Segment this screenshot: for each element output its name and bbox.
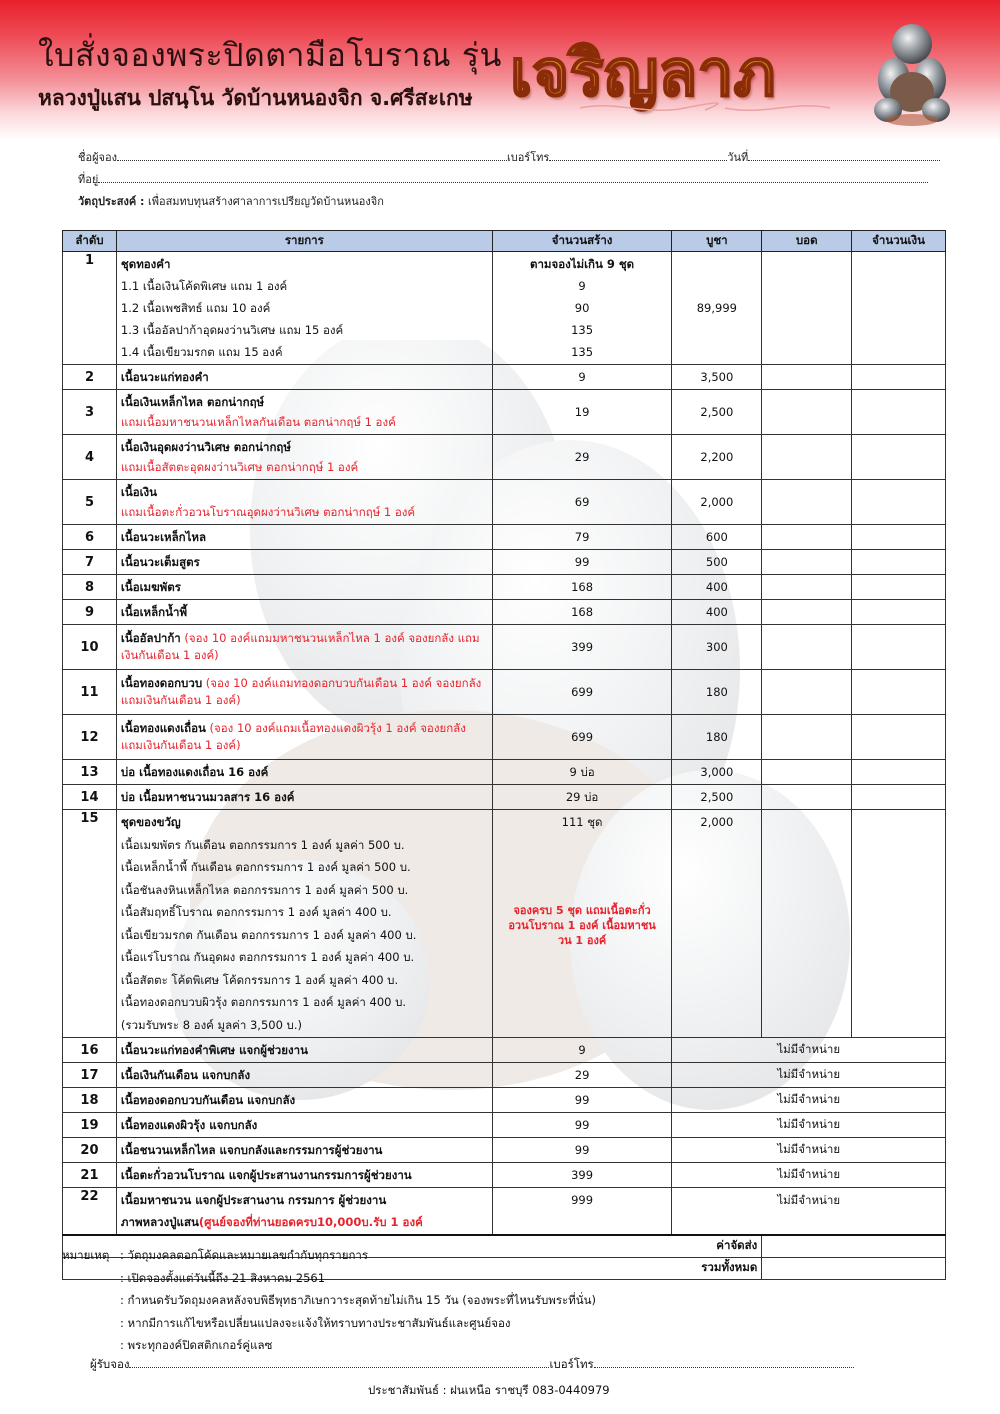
row-order-input[interactable]	[762, 550, 852, 575]
row-number: 13	[63, 760, 117, 785]
remark-line: หากมีการแก้ไขหรือเปลี่ยนแปลงจะแจ้งให้ทราบทางประชาสัมพันธ์และศูนย์จอง	[127, 1315, 511, 1330]
item-note: แถมเนื้อตะกั่วอวนโบราณอุดผงว่านวิเศษ ตอกน่ากฤษ์ 1 องค์	[120, 505, 416, 519]
shipping-input[interactable]	[762, 1235, 946, 1257]
sub-item: 1.1 เนื้อเงินโค้ดพิเศษ แถม 1 องค์	[120, 279, 288, 293]
order-table	[62, 230, 946, 1280]
row-qty: 79	[492, 525, 672, 550]
table-row	[63, 480, 946, 525]
table-row	[63, 810, 946, 1038]
gift-line: เนื้อสัมฤทธิ์โบราณ ตอกกรรมการ 1 องค์ มูลค่า 400 บ.	[120, 905, 392, 919]
item-note: (จอง 10 องค์แถมเนื้อทองแดงผิวรุ้ง 1 องค์ จองยกลัง แถมเงินกันเดือน 1 องค์)	[120, 721, 466, 752]
item-title: เนื้อนวะเหล็กไหล	[120, 530, 207, 544]
item-note: แถมเนื้อสัตตะอุดผงว่านวิเศษ ตอกน่ากฤษ์ 1 องค์	[120, 460, 359, 474]
col-header-order: บอด	[762, 231, 852, 252]
row-qty: 699	[492, 715, 672, 760]
row-qty: 9 บ่อ	[492, 760, 672, 785]
not-for-sale: ไม่มีจำหน่าย	[672, 1163, 946, 1188]
table-row	[63, 760, 946, 785]
sub-qty: 135	[571, 345, 594, 359]
row-qty: 29	[492, 435, 672, 480]
gift-line: เนื้อเหล็กน้ำพี้ กันเดือน ตอกกรรมการ 1 องค์ มูลค่า 500 บ.	[120, 860, 411, 874]
table-row	[63, 1138, 946, 1163]
row-number: 14	[63, 785, 117, 810]
remark-line: วัตถุมงคลตอกโค้ดและหมายเลขกำกับทุกรายการ	[127, 1248, 369, 1262]
remark-line: กำหนดรับวัตถุมงคลหลังจบพิธีพุทธาภิเษกวาระสุดท้ายไม่เกิน 15 วัน (จองพระที่ไหนรับพระที่นั่น)	[127, 1293, 596, 1307]
row-number: 19	[63, 1113, 117, 1138]
row-item	[116, 670, 492, 715]
row-item	[116, 252, 492, 365]
row-qty: 168	[492, 600, 672, 625]
row-qty: 699	[492, 670, 672, 715]
row-amount-input[interactable]	[852, 670, 946, 715]
gift-line: เนื้อชันลงหินเหล็กไหล ตอกกรรมการ 1 องค์ มูลค่า 500 บ.	[120, 882, 409, 897]
row-number: 20	[63, 1138, 117, 1163]
row-number: 3	[63, 390, 117, 435]
row-price: 2,000	[672, 810, 762, 1038]
row-qty: 99	[492, 1088, 672, 1113]
row-qty: 99	[492, 1113, 672, 1138]
table-row	[63, 1038, 946, 1063]
sub-item: 1.2 เนื้อเพชสิทธ์ แถม 10 องค์	[120, 301, 271, 315]
row-item: เนื้อตะกั่วอวนโบราณ แจกผู้ประสานงานกรรมการผู้ช่วยงาน	[116, 1163, 492, 1188]
table-row	[63, 715, 946, 760]
row-amount-input[interactable]	[852, 435, 946, 480]
row-price: 2,200	[672, 435, 762, 480]
address-label: ที่อยู่	[78, 173, 99, 186]
row-item: เนื้อทองแดงผิวรุ้ง แจกบกลัง	[116, 1113, 492, 1138]
row-number: 6	[63, 525, 117, 550]
row-order-input[interactable]	[762, 600, 852, 625]
item-title: เนื้อเมฆพัตร	[120, 580, 181, 594]
item-title: เนื้อมหาชนวน แจกผู้ประสานงาน กรรมการ ผู้ช่วยงาน	[120, 1193, 387, 1207]
not-for-sale: ไม่มีจำหน่าย	[672, 1038, 946, 1063]
remark-line: พระทุกองค์ปิดสติกเกอร์คู่แลซ	[127, 1338, 273, 1352]
row-amount-input[interactable]	[852, 810, 946, 1038]
row-qty: 99	[492, 1138, 672, 1163]
table-row	[63, 365, 946, 390]
item-title: เนื้อนวะแก่ทองคำ	[120, 370, 209, 384]
row-number: 8	[63, 575, 117, 600]
row-price: 2,500	[672, 785, 762, 810]
phone-field[interactable]	[549, 151, 727, 161]
row-order-input[interactable]	[762, 525, 852, 550]
date-field[interactable]	[748, 151, 940, 161]
row-price: 600	[672, 525, 762, 550]
qty-value: 111 ชุด	[561, 815, 603, 829]
row-amount-input[interactable]	[852, 525, 946, 550]
row-order-input[interactable]	[762, 390, 852, 435]
row-qty	[492, 810, 672, 1038]
item-title: เนื้อทองแดงเถื่อน	[120, 721, 206, 735]
row-qty: 19	[492, 390, 672, 435]
row-item	[116, 1188, 492, 1236]
col-header-qty: จำนวนสร้าง	[492, 231, 672, 252]
date-label: วันที่	[727, 151, 749, 164]
receiver-label: ผู้รับจอง	[90, 1357, 130, 1371]
edition-logo: เจริญลาภ	[510, 22, 776, 124]
table-row	[63, 625, 946, 670]
row-item	[116, 525, 492, 550]
row-price: 180	[672, 715, 762, 760]
row-order-input[interactable]	[762, 810, 852, 1038]
amulet-image	[872, 20, 952, 128]
row-number: 18	[63, 1088, 117, 1113]
item-title: เนื้อเหล็กน้ำพี้	[120, 605, 188, 619]
row-qty: 9	[492, 365, 672, 390]
receiver-line	[90, 1356, 854, 1374]
table-row	[63, 435, 946, 480]
row-amount-input[interactable]	[852, 715, 946, 760]
page-subtitle: หลวงปู่แสน ปสนฺโน วัดบ้านหนองจิก จ.ศรีสะเกษ	[38, 86, 473, 110]
row-item	[116, 600, 492, 625]
not-for-sale: ไม่มีจำหน่าย	[672, 1188, 946, 1236]
row-item	[116, 810, 492, 1038]
row-item	[116, 760, 492, 785]
table-row	[63, 1088, 946, 1113]
row-qty: 399	[492, 1163, 672, 1188]
col-header-price: บูชา	[672, 231, 762, 252]
table-row	[63, 600, 946, 625]
address-line	[78, 170, 928, 188]
address-field[interactable]	[98, 173, 928, 183]
item-title: เนื้ออัลปาก้า	[120, 631, 181, 645]
row-price: 180	[672, 670, 762, 715]
item-note: แถมเนื้อมหาชนวนเหล็กไหลกันเดือน ตอกน่ากฤษ์ 1 องค์	[120, 415, 396, 429]
row-price: 3,000	[672, 760, 762, 785]
gift-line: เนื้อเขียวมรกต กันเดือน ตอกกรรมการ 1 องค์ มูลค่า 400 บ.	[120, 927, 417, 942]
row-qty: 99	[492, 550, 672, 575]
item-title-line2: ภาพหลวงปู่แสน	[120, 1215, 199, 1229]
row-number: 5	[63, 480, 117, 525]
item-title: บ่อ เนื้อทองแดงเถื่อน 16 องค์	[120, 765, 269, 779]
name-label: ชื่อผู้จอง	[78, 151, 117, 164]
not-for-sale: ไม่มีจำหน่าย	[672, 1088, 946, 1113]
item-title: เนื้อนวะเต็มสูตร	[120, 555, 200, 569]
row-order-input[interactable]	[762, 670, 852, 715]
row-item	[116, 390, 492, 435]
row-item: เนื้อนวะแก่ทองคำพิเศษ แจกผู้ช่วยงาน	[116, 1038, 492, 1063]
row-price: 500	[672, 550, 762, 575]
item-title: เนื้อเงินอุดผงว่านวิเศษ ตอกน่ากฤษ์	[120, 440, 291, 454]
row-number: 12	[63, 715, 117, 760]
col-header-amount: จำนวนเงิน	[852, 231, 946, 252]
row-qty: 399	[492, 625, 672, 670]
phone-label: เบอร์โทร	[506, 151, 550, 164]
row-number: 7	[63, 550, 117, 575]
gift-line: เนื้อทองดอกบวบผิวรุ้ง ตอกกรรมการ 1 องค์ มูลค่า 400 บ.	[120, 995, 407, 1009]
item-title: เนื้อเงิน	[120, 485, 158, 499]
row-number: 2	[63, 365, 117, 390]
row-amount-input[interactable]	[852, 550, 946, 575]
table-row	[63, 1188, 946, 1236]
row-item	[116, 625, 492, 670]
promo-note: จองครบ 5 ชุด แถมเนื้อตะกั่วอวนโบราณ 1 องค์ เนื้อมหาชนวน 1 องค์	[508, 904, 656, 947]
item-note: (จอง 10 องค์แถมทองดอกบวบกันเดือน 1 องค์ จองยกลัง แถมเงินกันเดือน 1 องค์)	[120, 676, 482, 707]
row-qty: 29	[492, 1063, 672, 1088]
row-amount-input[interactable]	[852, 252, 946, 365]
item-note: (จอง 10 องค์แถมมหาชนวนเหล็กไหล 1 องค์ จองยกลัง แถมเงินกันเดือน 1 องค์)	[120, 631, 480, 662]
row-order-input[interactable]	[762, 760, 852, 785]
row-number: 1	[63, 252, 117, 365]
remarks: หมายเหตุ : วัตถุมงคลตอกโค้ดและหมายเลขกำกับทุกรายการ : เปิดจองตั้งแต่วันนี้ถึง 21 สิงหาคม 2561 : กำหนดรับวัตถุมงคลหลังจบพิธีพุทธาภิเษกวาระสุดท้ายไม่เกิน 15 วัน (จองพระที่ไหนรับพระที่นั่น) : หากมีการแก้ไขหรือเปลี่ยนแปลงจะแจ้งให้ทราบทางประชาสัมพันธ์และศูนย์จอง : พระทุกองค์ปิดสติกเกอร์คู่แลซ	[62, 1244, 596, 1357]
row-qty: 168	[492, 575, 672, 600]
col-header-no: ลำดับ	[63, 231, 117, 252]
sub-qty: 135	[571, 323, 594, 337]
item-title: ชุดทองคำ	[120, 257, 171, 271]
sub-item: 1.3 เนื้ออัลปาก้าอุดผงว่านวิเศษ แถม 15 องค์	[120, 323, 344, 337]
gift-line: เนื้อแร่โบราณ กันอุดผง ตอกกรรมการ 1 องค์ มูลค่า 400 บ.	[120, 950, 415, 964]
qty-title: ตามจองไม่เกิน 9 ชุด	[529, 257, 635, 271]
row-amount-input[interactable]	[852, 625, 946, 670]
row-item	[116, 365, 492, 390]
row-qty	[492, 252, 672, 365]
table-row	[63, 1063, 946, 1088]
total-input[interactable]	[762, 1257, 946, 1279]
row-number: 17	[63, 1063, 117, 1088]
table-header-row	[63, 231, 946, 252]
receiver-phone-label: เบอร์โทร	[549, 1357, 594, 1371]
row-price: 2,000	[672, 480, 762, 525]
table-row	[63, 670, 946, 715]
sub-qty: 9	[578, 279, 586, 293]
table-row	[63, 575, 946, 600]
logo-ornament	[575, 100, 835, 116]
row-item	[116, 480, 492, 525]
table-row	[63, 785, 946, 810]
row-price: 300	[672, 625, 762, 670]
item-title: ชุดของขวัญ	[120, 815, 181, 829]
row-number: 9	[63, 600, 117, 625]
row-order-input[interactable]	[762, 575, 852, 600]
row-amount-input[interactable]	[852, 480, 946, 525]
sub-item: 1.4 เนื้อเขียวมรกต แถม 15 องค์	[120, 345, 283, 359]
row-item	[116, 785, 492, 810]
row-item	[116, 575, 492, 600]
purpose-text: เพื่อสมทบทุนสร้างศาลาการเปรียญวัดบ้านหนองจิก	[147, 195, 384, 208]
row-item: เนื้อชนวนเหล็กไหล แจกบกลังและกรรมการผู้ช่วยงาน	[116, 1138, 492, 1163]
row-order-input[interactable]	[762, 715, 852, 760]
receiver-phone-field[interactable]	[594, 1358, 854, 1368]
gift-line: เนื้อเมฆพัตร กันเดือน ตอกกรรมการ 1 องค์ มูลค่า 500 บ.	[120, 837, 405, 852]
row-qty: 29 บ่อ	[492, 785, 672, 810]
row-number: 15	[63, 810, 117, 1038]
row-amount-input[interactable]	[852, 365, 946, 390]
row-price: 3,500	[672, 365, 762, 390]
row-amount-input[interactable]	[852, 575, 946, 600]
row-price: 89,999	[672, 252, 762, 365]
row-order-input[interactable]	[762, 625, 852, 670]
row-amount-input[interactable]	[852, 390, 946, 435]
item-title: บ่อ เนื้อมหาชนวนมวลสาร 16 องค์	[120, 790, 295, 804]
purpose-line	[78, 192, 384, 210]
row-order-input[interactable]	[762, 435, 852, 480]
row-amount-input[interactable]	[852, 760, 946, 785]
row-number: 22	[63, 1188, 117, 1236]
row-number: 11	[63, 670, 117, 715]
gift-line: (รวมรับพระ 8 องค์ มูลค่า 3,500 บ.)	[120, 1017, 302, 1032]
name-field[interactable]	[117, 151, 507, 161]
shipping-label: ค่าจัดส่ง	[63, 1235, 762, 1257]
row-amount-input[interactable]	[852, 600, 946, 625]
row-qty: 9	[492, 1038, 672, 1063]
row-item: เนื้อเงินกันเดือน แจกบกลัง	[116, 1063, 492, 1088]
item-title: เนื้อทองดอกบวบ	[120, 676, 203, 690]
receiver-field[interactable]	[129, 1358, 549, 1368]
row-number: 16	[63, 1038, 117, 1063]
row-amount-input[interactable]	[852, 785, 946, 810]
not-for-sale: ไม่มีจำหน่าย	[672, 1063, 946, 1088]
contact-info: ประชาสัมพันธ์ : ฝนเหนือ ราชบุรี 083-0440979	[368, 1383, 610, 1397]
row-price: 400	[672, 600, 762, 625]
row-number: 21	[63, 1163, 117, 1188]
row-item	[116, 550, 492, 575]
row-order-input[interactable]	[762, 785, 852, 810]
row-qty: 69	[492, 480, 672, 525]
row-number: 4	[63, 435, 117, 480]
row-qty: 999	[492, 1188, 672, 1236]
row-order-input[interactable]	[762, 480, 852, 525]
row-item	[116, 715, 492, 760]
row-item: เนื้อทองดอกบวบกันเดือน แจกบกลัง	[116, 1088, 492, 1113]
row-price: 2,500	[672, 390, 762, 435]
not-for-sale: ไม่มีจำหน่าย	[672, 1138, 946, 1163]
remarks-label: หมายเหตุ	[62, 1248, 110, 1262]
col-header-item: รายการ	[116, 231, 492, 252]
table-row	[63, 390, 946, 435]
table-row	[63, 1113, 946, 1138]
booker-info-line	[78, 148, 940, 166]
row-item	[116, 435, 492, 480]
table-row	[63, 252, 946, 365]
row-number: 10	[63, 625, 117, 670]
item-note: (ศูนย์จองที่ท่านยอดครบ10,000บ.รับ 1 องค์	[198, 1215, 423, 1229]
remark-line: เปิดจองตั้งแต่วันนี้ถึง 21 สิงหาคม 2561	[127, 1270, 326, 1285]
table-row	[63, 550, 946, 575]
sub-qty: 90	[574, 301, 590, 315]
total-label: รวมทั้งหมด	[63, 1257, 762, 1279]
item-title: เนื้อเงินเหล็กไหล ตอกน่ากฤษ์	[120, 395, 265, 409]
row-order-input[interactable]	[762, 365, 852, 390]
purpose-label: วัตถุประสงค์ :	[78, 195, 145, 208]
table-row	[63, 1163, 946, 1188]
row-order-input[interactable]	[762, 252, 852, 365]
not-for-sale: ไม่มีจำหน่าย	[672, 1113, 946, 1138]
row-price: 400	[672, 575, 762, 600]
gift-line: เนื้อสัตตะ โค้ดพิเศษ โค้ดกรรมการ 1 องค์ มูลค่า 400 บ.	[120, 972, 399, 987]
page-title: ใบสั่งจองพระปิดตามือโบราณ รุ่น	[38, 36, 502, 74]
table-row	[63, 525, 946, 550]
